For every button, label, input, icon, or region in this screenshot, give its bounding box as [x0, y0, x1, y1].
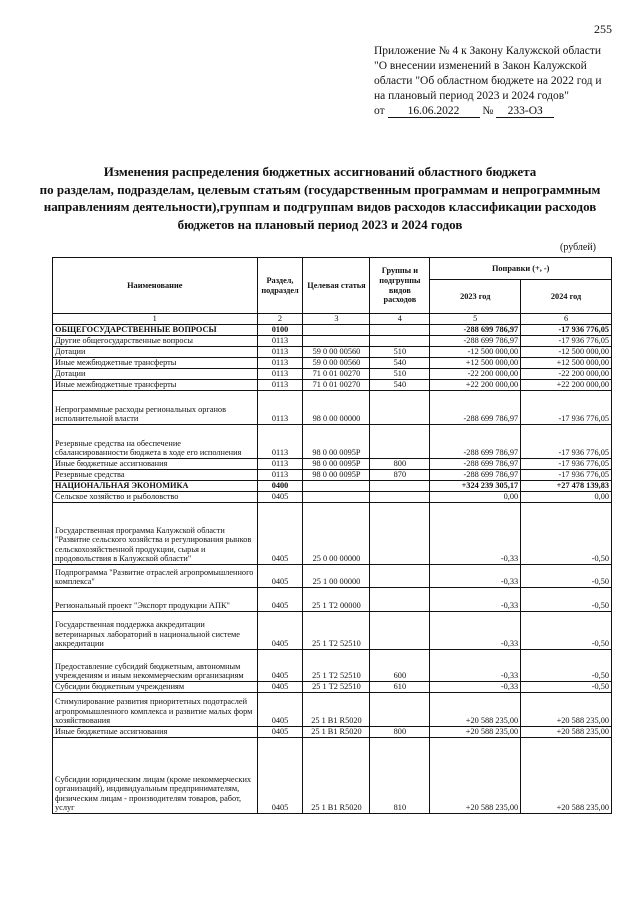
row-group: [370, 588, 430, 612]
row-section: 0405: [257, 738, 303, 814]
units-label: (рублей): [560, 242, 597, 253]
row-group: [370, 391, 430, 425]
row-amount-2024: -17 936 776,05: [521, 470, 612, 481]
row-amount-2024: -17 936 776,05: [521, 325, 612, 336]
row-group: [370, 481, 430, 492]
index-cell: 6: [521, 314, 612, 325]
row-name: ОБЩЕГОСУДАРСТВЕННЫЕ ВОПРОСЫ: [53, 325, 258, 336]
row-section: 0113: [257, 380, 303, 391]
row-amount-2024: +12 500 000,00: [521, 358, 612, 369]
row-article: 71 0 01 00270: [303, 380, 370, 391]
row-group: [370, 325, 430, 336]
row-section: 0405: [257, 727, 303, 738]
row-section: 0113: [257, 369, 303, 380]
row-name: Иные межбюджетные трансферты: [53, 358, 258, 369]
row-name: Субсидии бюджетным учреждениям: [53, 682, 258, 693]
row-group: [370, 612, 430, 650]
row-group: [370, 425, 430, 459]
appendix-line-4: на плановый период 2023 и 2024 годов": [374, 90, 569, 102]
row-name: Стимулирование развития приоритетных подотраслей агропромышленного комплекса и развитие малых форм хозяйствования: [53, 693, 258, 727]
row-name: Иные бюджетные ассигнования: [53, 727, 258, 738]
header-name: Наименование: [53, 258, 258, 314]
title-line-1: Изменения распределения бюджетных ассигнований областного бюджета: [103, 164, 537, 179]
from-label: от: [374, 105, 385, 117]
row-amount-2023: -0,33: [430, 682, 521, 693]
table-row: [53, 347, 612, 358]
row-name: Дотации: [53, 347, 258, 358]
row-article: 59 0 00 00560: [303, 347, 370, 358]
row-amount-2024: 0,00: [521, 492, 612, 503]
appendix-line-3: области "Об областном бюджете на 2022 год и: [374, 75, 602, 87]
index-cell: 4: [370, 314, 430, 325]
row-name: Иные межбюджетные трансферты: [53, 380, 258, 391]
row-amount-2023: -288 699 786,97: [430, 325, 521, 336]
row-name: Дотации: [53, 369, 258, 380]
row-amount-2023: -288 699 786,97: [430, 391, 521, 425]
row-amount-2023: +20 588 235,00: [430, 727, 521, 738]
page-number: 255: [594, 22, 612, 36]
row-group: 540: [370, 358, 430, 369]
row-name: Государственная программа Калужской области "Развитие сельского хозяйства и регулирования рынков сельскохозяйственной продукции, сырья и продовольствия в Калужской области": [53, 503, 258, 565]
row-section: 0113: [257, 347, 303, 358]
row-section: 0405: [257, 612, 303, 650]
table-row: [53, 391, 612, 425]
row-section: 0400: [257, 481, 303, 492]
index-cell: 1: [53, 314, 258, 325]
row-amount-2023: -288 699 786,97: [430, 336, 521, 347]
row-section: 0100: [257, 325, 303, 336]
table-row: [53, 693, 612, 727]
table-row: [53, 369, 612, 380]
row-name: Субсидии юридическим лицам (кроме некоммерческих организаций), индивидуальным предпринимателям, физическим лицам - производителям товаров, работ, услуг: [53, 738, 258, 814]
row-article: 25 1 00 00000: [303, 565, 370, 588]
row-amount-2023: +20 588 235,00: [430, 738, 521, 814]
row-amount-2023: -288 699 786,97: [430, 459, 521, 470]
row-amount-2024: -0,50: [521, 565, 612, 588]
index-cell: 2: [257, 314, 303, 325]
row-name: Сельское хозяйство и рыболовство: [53, 492, 258, 503]
row-name: НАЦИОНАЛЬНАЯ ЭКОНОМИКА: [53, 481, 258, 492]
row-article: 98 0 00 0095Р: [303, 459, 370, 470]
row-amount-2023: -288 699 786,97: [430, 425, 521, 459]
row-amount-2023: -12 500 000,00: [430, 347, 521, 358]
row-group: [370, 492, 430, 503]
law-number: 233-ОЗ: [496, 105, 554, 118]
header-article: Целевая статья: [303, 258, 370, 314]
row-name: Подпрограмма "Развитие отраслей агропромышленного комплекса": [53, 565, 258, 588]
row-section: 0405: [257, 588, 303, 612]
row-amount-2023: +20 588 235,00: [430, 693, 521, 727]
row-amount-2024: +20 588 235,00: [521, 693, 612, 727]
row-article: [303, 325, 370, 336]
appendix-line-1: Приложение № 4 к Закону Калужской области: [374, 45, 602, 57]
row-amount-2023: -0,33: [430, 612, 521, 650]
row-amount-2024: -17 936 776,05: [521, 459, 612, 470]
row-article: 59 0 00 00560: [303, 358, 370, 369]
row-amount-2023: 0,00: [430, 492, 521, 503]
row-section: 0405: [257, 682, 303, 693]
row-amount-2024: -17 936 776,05: [521, 425, 612, 459]
row-article: [303, 492, 370, 503]
row-article: 25 1 Т2 52510: [303, 682, 370, 693]
index-cell: 3: [303, 314, 370, 325]
header-section: Раздел, подраздел: [257, 258, 303, 314]
row-article: 25 1 В1 R5020: [303, 738, 370, 814]
row-article: 25 1 Т2 52510: [303, 650, 370, 682]
row-amount-2023: -288 699 786,97: [430, 470, 521, 481]
table-row: [53, 565, 612, 588]
row-name: Региональный проект "Экспорт продукции АПК": [53, 588, 258, 612]
table-row: [53, 727, 612, 738]
row-amount-2024: -22 200 000,00: [521, 369, 612, 380]
row-article: [303, 481, 370, 492]
row-name: Государственная поддержка аккредитации ветеринарных лабораторий в национальной системе аккредитации: [53, 612, 258, 650]
row-amount-2023: -0,33: [430, 650, 521, 682]
row-group: [370, 336, 430, 347]
table-row: [53, 425, 612, 459]
row-amount-2024: +22 200 000,00: [521, 380, 612, 391]
table-row: [53, 336, 612, 347]
row-group: 870: [370, 470, 430, 481]
table-row: [53, 325, 612, 336]
row-group: 600: [370, 650, 430, 682]
number-label: №: [482, 105, 494, 117]
row-amount-2024: -17 936 776,05: [521, 336, 612, 347]
law-date: 16.06.2022: [388, 105, 480, 118]
table-row: [53, 481, 612, 492]
header-groups: Группы и подгруппы видов расходов: [370, 258, 430, 314]
row-amount-2024: -0,50: [521, 503, 612, 565]
row-amount-2023: +324 239 305,17: [430, 481, 521, 492]
row-section: 0405: [257, 693, 303, 727]
row-section: 0405: [257, 650, 303, 682]
table-row: [53, 470, 612, 481]
row-name: Резервные средства: [53, 470, 258, 481]
column-index-row: [53, 314, 612, 325]
table-row: [53, 588, 612, 612]
header-amendments: Поправки (+, -): [430, 258, 612, 280]
row-name: Предоставление субсидий бюджетным, автономным учреждениям и иным некоммерческим организациям: [53, 650, 258, 682]
table-row: [53, 380, 612, 391]
row-group: 540: [370, 380, 430, 391]
row-amount-2024: -12 500 000,00: [521, 347, 612, 358]
row-name: Другие общегосударственные вопросы: [53, 336, 258, 347]
row-article: 98 0 00 0095Р: [303, 470, 370, 481]
row-amount-2024: +27 478 139,83: [521, 481, 612, 492]
table-row: [53, 459, 612, 470]
table-row: [53, 503, 612, 565]
row-section: 0113: [257, 391, 303, 425]
row-name: Иные бюджетные ассигнования: [53, 459, 258, 470]
appendix-reference: [374, 44, 624, 119]
row-article: 25 1 Т2 00000: [303, 588, 370, 612]
row-group: 800: [370, 459, 430, 470]
budget-table: [52, 257, 612, 814]
row-article: [303, 336, 370, 347]
row-amount-2024: -0,50: [521, 588, 612, 612]
row-group: [370, 565, 430, 588]
row-section: 0113: [257, 336, 303, 347]
row-group: [370, 503, 430, 565]
appendix-line-2: "О внесении изменений в Закон Калужской: [374, 60, 587, 72]
row-name: Резервные средства на обеспечение сбалансированности бюджета в ходе его исполнения: [53, 425, 258, 459]
row-amount-2024: -0,50: [521, 650, 612, 682]
table-row: [53, 492, 612, 503]
row-amount-2024: +20 588 235,00: [521, 727, 612, 738]
row-section: 0405: [257, 565, 303, 588]
table-row: [53, 358, 612, 369]
row-amount-2023: -0,33: [430, 565, 521, 588]
row-section: 0113: [257, 425, 303, 459]
row-article: 98 0 00 00000: [303, 391, 370, 425]
title-line-3: направлениям деятельности),группам и подгруппам видов расходов классификации расходов: [43, 199, 597, 214]
row-section: 0113: [257, 459, 303, 470]
row-group: 510: [370, 347, 430, 358]
row-amount-2024: -17 936 776,05: [521, 391, 612, 425]
appendix-date-line: [374, 104, 624, 119]
row-group: 510: [370, 369, 430, 380]
row-section: 0113: [257, 470, 303, 481]
row-amount-2023: -22 200 000,00: [430, 369, 521, 380]
row-name: Непрограммные расходы региональных органов исполнительной власти: [53, 391, 258, 425]
row-amount-2023: +22 200 000,00: [430, 380, 521, 391]
row-amount-2024: +20 588 235,00: [521, 738, 612, 814]
row-amount-2023: -0,33: [430, 503, 521, 565]
index-cell: 5: [430, 314, 521, 325]
table-row: [53, 738, 612, 814]
header-2023: 2023 год: [430, 280, 521, 314]
row-group: 800: [370, 727, 430, 738]
title-line-2: по разделам, подразделам, целевым статьям (государственным программам и непрограммным: [39, 181, 601, 197]
row-group: 610: [370, 682, 430, 693]
row-section: 0405: [257, 492, 303, 503]
row-group: [370, 693, 430, 727]
table-row: [53, 612, 612, 650]
row-article: 25 1 Т2 52510: [303, 612, 370, 650]
header-2024: 2024 год: [521, 280, 612, 314]
row-group: 810: [370, 738, 430, 814]
row-article: 98 0 00 0095Р: [303, 425, 370, 459]
row-article: 25 1 В1 R5020: [303, 727, 370, 738]
table-row: [53, 650, 612, 682]
row-amount-2023: -0,33: [430, 588, 521, 612]
row-article: 25 0 00 00000: [303, 503, 370, 565]
row-amount-2023: +12 500 000,00: [430, 358, 521, 369]
title-line-4: бюджетов на плановый период 2023 и 2024 годов: [177, 216, 463, 232]
row-amount-2024: -0,50: [521, 682, 612, 693]
row-article: 71 0 01 00270: [303, 369, 370, 380]
table-row: [53, 682, 612, 693]
document-title: [20, 163, 620, 233]
row-article: 25 1 В1 R5020: [303, 693, 370, 727]
row-section: 0405: [257, 503, 303, 565]
row-amount-2024: -0,50: [521, 612, 612, 650]
row-section: 0113: [257, 358, 303, 369]
